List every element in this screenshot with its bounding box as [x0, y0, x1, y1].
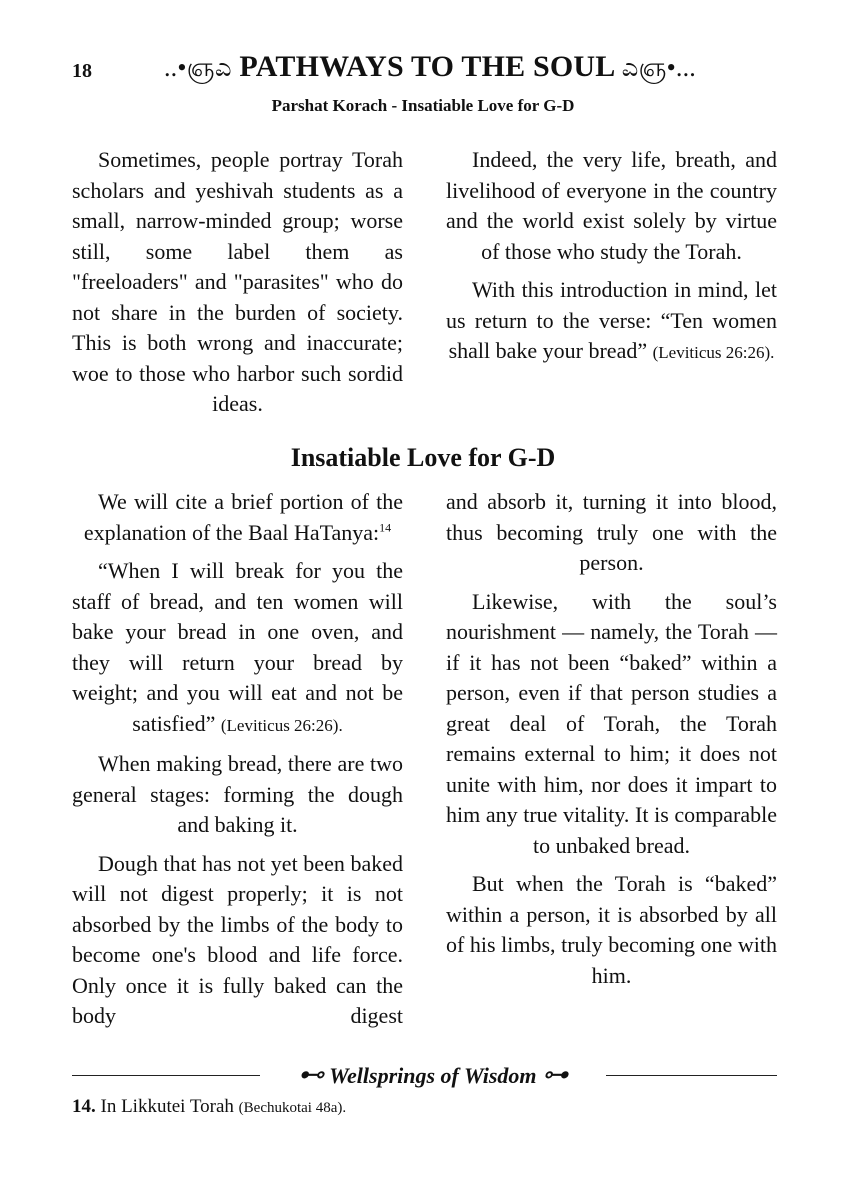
paragraph-text: We will cite a brief portion of the explanation of the Baal HaTanya: [83, 489, 403, 545]
top-right-column [446, 145, 777, 377]
top-left-column [72, 145, 403, 428]
page-number: 18 [72, 60, 92, 82]
footer-series-title: Wellsprings of Wisdom [329, 1063, 537, 1088]
footnote-number: 14. [72, 1096, 96, 1117]
paragraph-text: “When I will break for you the staff of bread, and ten women will bake your bread in one oven, and they will return your bread by weight; and you will eat and not be satisfied” [72, 558, 403, 736]
ornament-right-icon: ಎஞ•... [621, 53, 696, 82]
paragraph [72, 556, 403, 741]
verse-reference: (Leviticus 26:26). [652, 343, 775, 362]
ornament-left-icon: ⊷ [297, 1060, 324, 1089]
paragraph: and absorb it, turning it into blood, thus becoming truly one with the person. [446, 489, 777, 575]
paragraph [72, 487, 403, 548]
paragraph: Sometimes, people portray Torah scholars and yeshivah students as a small, narrow-minded group; worse still, some label them as "freeloaders" and "parasites" who do not share in the burden of society. This is both wrong and inaccurate; woe to those who harbor such sordid ideas. [72, 147, 403, 416]
paragraph: Likewise, with the soul’s nourishment — namely, the Torah — if it has not been “baked” within a person, even if that person studies a great deal of Torah, the Torah remains external to him; it does not unite with him, nor does it impart to him any true vitality. It is comparable to unbaked bread. [446, 588, 777, 858]
book-title: PATHWAYS TO THE SOUL [239, 50, 614, 83]
verse-reference: (Leviticus 26:26). [220, 715, 343, 735]
paragraph: But when the Torah is “baked” within a person, it is absorbed by all of his limbs, truly becoming one with him. [446, 871, 777, 988]
ornament-right-icon: ⊶ [542, 1060, 569, 1089]
paragraph: When making bread, there are two general stages: forming the dough and baking it. [72, 751, 403, 837]
footnote [72, 1096, 346, 1118]
footnote-text: In Likkutei Torah [100, 1096, 234, 1117]
running-header [130, 50, 730, 86]
footnote-reference: (Bechukotai 48a). [238, 1100, 347, 1116]
bottom-left-column [72, 487, 403, 1040]
bottom-right-column [446, 487, 777, 999]
footnote-marker[interactable]: 14 [379, 520, 392, 535]
chapter-subtitle: Parshat Korach - Insatiable Love for G-D [271, 96, 575, 115]
paragraph-text: With this introduction in mind, let us return to the verse: “Ten women shall bake your bread” [446, 277, 777, 363]
paragraph: Indeed, the very life, breath, and livelihood of everyone in the country and the world exist solely by virtue of those who study the Torah. [446, 147, 777, 264]
section-heading: Insatiable Love for G-D [290, 443, 556, 472]
paragraph [446, 275, 777, 369]
paragraph: Dough that has not yet been baked will not digest properly; it is not absorbed by the limbs of the body to become one's blood and life force. Only once it is fully baked can the body digest [72, 850, 403, 1028]
footer-ornament [260, 1060, 606, 1090]
ornament-left-icon: ..•ஞಎ [163, 53, 232, 82]
